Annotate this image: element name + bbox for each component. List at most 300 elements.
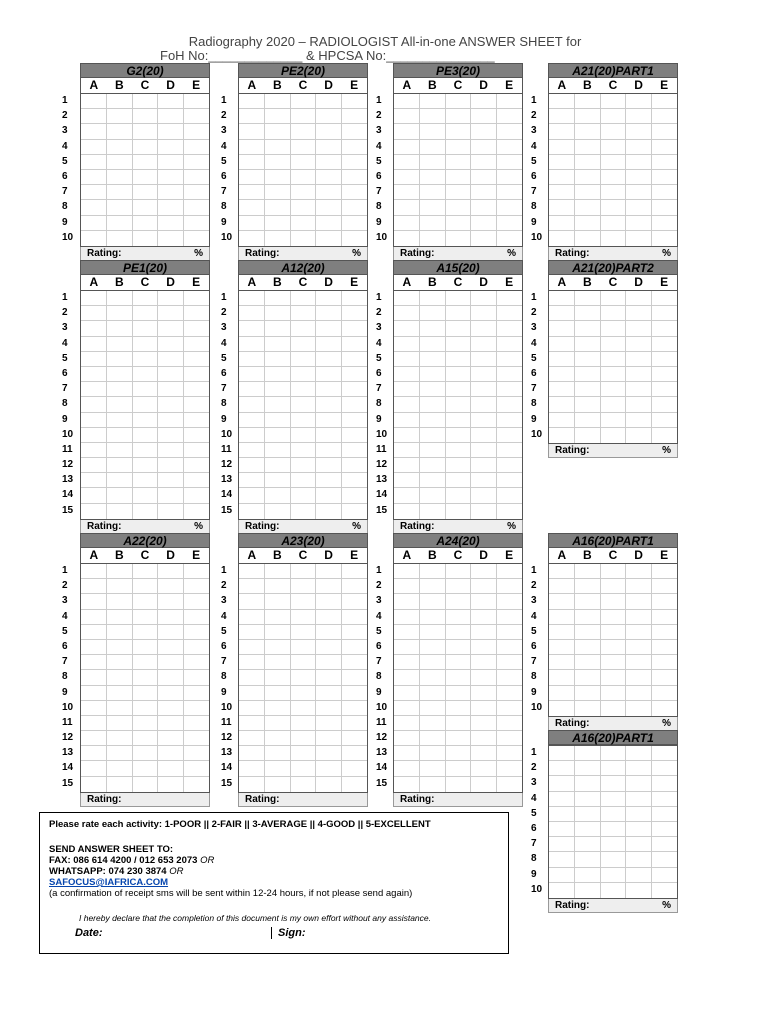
answer-cell[interactable] xyxy=(394,761,420,775)
answer-cell[interactable] xyxy=(549,701,575,716)
answer-cell[interactable] xyxy=(601,761,627,775)
answer-cell[interactable] xyxy=(549,883,575,898)
answer-cell[interactable] xyxy=(626,124,652,138)
answer-cell[interactable] xyxy=(158,473,184,487)
answer-cell[interactable] xyxy=(394,200,420,214)
answer-cell[interactable] xyxy=(342,337,367,351)
answer-cell[interactable] xyxy=(239,170,265,184)
answer-cell[interactable] xyxy=(291,777,317,792)
answer-cell[interactable] xyxy=(81,610,107,624)
answer-cell[interactable] xyxy=(601,883,627,898)
answer-cell[interactable] xyxy=(471,640,497,654)
rating-field[interactable] xyxy=(548,247,678,261)
answer-cell[interactable] xyxy=(446,321,472,335)
answer-cell[interactable] xyxy=(316,321,342,335)
answer-cell[interactable] xyxy=(420,488,446,502)
answer-cell[interactable] xyxy=(239,109,265,123)
answer-cell[interactable] xyxy=(446,579,472,593)
answer-cell[interactable] xyxy=(626,837,652,851)
answer-cell[interactable] xyxy=(575,807,601,821)
answer-cell[interactable] xyxy=(626,640,652,654)
answer-cell[interactable] xyxy=(575,776,601,790)
answer-cell[interactable] xyxy=(471,291,497,305)
answer-cell[interactable] xyxy=(316,746,342,760)
answer-cell[interactable] xyxy=(291,170,317,184)
answer-cell[interactable] xyxy=(158,564,184,578)
answer-cell[interactable] xyxy=(471,140,497,154)
answer-cell[interactable] xyxy=(575,610,601,624)
answer-cell[interactable] xyxy=(133,610,159,624)
answer-cell[interactable] xyxy=(652,216,677,230)
answer-cell[interactable] xyxy=(316,610,342,624)
answer-cell[interactable] xyxy=(471,200,497,214)
answer-cell[interactable] xyxy=(497,155,522,169)
answer-cell[interactable] xyxy=(184,731,209,745)
answer-cell[interactable] xyxy=(158,443,184,457)
answer-cell[interactable] xyxy=(265,686,291,700)
answer-cell[interactable] xyxy=(239,473,265,487)
answer-cell[interactable] xyxy=(652,670,677,684)
answer-cell[interactable] xyxy=(184,594,209,608)
answer-cell[interactable] xyxy=(239,458,265,472)
rating-field[interactable] xyxy=(393,247,523,261)
answer-cell[interactable] xyxy=(158,109,184,123)
answer-cell[interactable] xyxy=(291,443,317,457)
answer-cell[interactable] xyxy=(265,94,291,108)
answer-cell[interactable] xyxy=(420,306,446,320)
answer-cell[interactable] xyxy=(342,594,367,608)
answer-cell[interactable] xyxy=(394,94,420,108)
answer-cell[interactable] xyxy=(446,701,472,715)
answer-cell[interactable] xyxy=(601,155,627,169)
answer-cell[interactable] xyxy=(239,216,265,230)
answer-cell[interactable] xyxy=(394,140,420,154)
answer-cell[interactable] xyxy=(446,170,472,184)
answer-cell[interactable] xyxy=(394,155,420,169)
answer-cell[interactable] xyxy=(626,155,652,169)
answer-cell[interactable] xyxy=(420,458,446,472)
answer-cell[interactable] xyxy=(265,746,291,760)
answer-cell[interactable] xyxy=(239,731,265,745)
answer-cell[interactable] xyxy=(601,185,627,199)
answer-cell[interactable] xyxy=(394,716,420,730)
answer-cell[interactable] xyxy=(420,670,446,684)
answer-cell[interactable] xyxy=(342,716,367,730)
answer-cell[interactable] xyxy=(394,504,420,519)
answer-cell[interactable] xyxy=(342,625,367,639)
answer-cell[interactable] xyxy=(316,761,342,775)
answer-cell[interactable] xyxy=(107,321,133,335)
answer-cell[interactable] xyxy=(446,625,472,639)
answer-cell[interactable] xyxy=(184,321,209,335)
answer-cell[interactable] xyxy=(626,352,652,366)
answer-cell[interactable] xyxy=(497,352,522,366)
answer-cell[interactable] xyxy=(420,397,446,411)
answer-cell[interactable] xyxy=(394,564,420,578)
answer-cell[interactable] xyxy=(394,625,420,639)
answer-cell[interactable] xyxy=(342,701,367,715)
answer-cell[interactable] xyxy=(81,579,107,593)
answer-cell[interactable] xyxy=(549,807,575,821)
answer-cell[interactable] xyxy=(291,610,317,624)
answer-cell[interactable] xyxy=(342,109,367,123)
answer-cell[interactable] xyxy=(652,610,677,624)
answer-cell[interactable] xyxy=(184,761,209,775)
answer-cell[interactable] xyxy=(446,731,472,745)
answer-cell[interactable] xyxy=(601,397,627,411)
answer-cell[interactable] xyxy=(575,200,601,214)
answer-cell[interactable] xyxy=(471,185,497,199)
answer-cell[interactable] xyxy=(549,170,575,184)
answer-cell[interactable] xyxy=(316,488,342,502)
answer-cell[interactable] xyxy=(239,610,265,624)
answer-cell[interactable] xyxy=(652,852,677,866)
answer-cell[interactable] xyxy=(265,291,291,305)
answer-cell[interactable] xyxy=(158,94,184,108)
answer-cell[interactable] xyxy=(342,231,367,246)
answer-cell[interactable] xyxy=(394,413,420,427)
answer-cell[interactable] xyxy=(626,610,652,624)
answer-cell[interactable] xyxy=(394,746,420,760)
answer-cell[interactable] xyxy=(133,200,159,214)
answer-cell[interactable] xyxy=(420,428,446,442)
answer-cell[interactable] xyxy=(471,382,497,396)
answer-cell[interactable] xyxy=(316,337,342,351)
answer-cell[interactable] xyxy=(316,655,342,669)
answer-cell[interactable] xyxy=(133,367,159,381)
answer-cell[interactable] xyxy=(497,367,522,381)
answer-cell[interactable] xyxy=(239,488,265,502)
answer-cell[interactable] xyxy=(184,610,209,624)
answer-cell[interactable] xyxy=(107,140,133,154)
answer-cell[interactable] xyxy=(291,94,317,108)
answer-cell[interactable] xyxy=(158,504,184,519)
answer-cell[interactable] xyxy=(601,291,627,305)
answer-cell[interactable] xyxy=(549,640,575,654)
answer-cell[interactable] xyxy=(446,109,472,123)
answer-cell[interactable] xyxy=(626,170,652,184)
answer-cell[interactable] xyxy=(446,382,472,396)
answer-cell[interactable] xyxy=(549,564,575,578)
answer-cell[interactable] xyxy=(316,140,342,154)
answer-cell[interactable] xyxy=(158,610,184,624)
answer-cell[interactable] xyxy=(549,291,575,305)
answer-cell[interactable] xyxy=(652,792,677,806)
answer-cell[interactable] xyxy=(81,670,107,684)
answer-cell[interactable] xyxy=(394,231,420,246)
answer-cell[interactable] xyxy=(158,170,184,184)
answer-cell[interactable] xyxy=(420,564,446,578)
answer-cell[interactable] xyxy=(549,321,575,335)
answer-cell[interactable] xyxy=(133,337,159,351)
answer-cell[interactable] xyxy=(81,170,107,184)
answer-cell[interactable] xyxy=(342,352,367,366)
answer-cell[interactable] xyxy=(239,337,265,351)
answer-cell[interactable] xyxy=(107,291,133,305)
answer-cell[interactable] xyxy=(239,140,265,154)
answer-cell[interactable] xyxy=(394,655,420,669)
answer-cell[interactable] xyxy=(133,382,159,396)
answer-cell[interactable] xyxy=(497,231,522,246)
answer-cell[interactable] xyxy=(184,200,209,214)
answer-cell[interactable] xyxy=(471,731,497,745)
answer-cell[interactable] xyxy=(446,504,472,519)
answer-cell[interactable] xyxy=(626,94,652,108)
answer-cell[interactable] xyxy=(652,413,677,427)
answer-cell[interactable] xyxy=(575,701,601,716)
answer-cell[interactable] xyxy=(291,109,317,123)
answer-cell[interactable] xyxy=(575,655,601,669)
answer-cell[interactable] xyxy=(652,837,677,851)
answer-cell[interactable] xyxy=(316,443,342,457)
answer-cell[interactable] xyxy=(107,231,133,246)
answer-cell[interactable] xyxy=(394,124,420,138)
answer-cell[interactable] xyxy=(265,216,291,230)
answer-cell[interactable] xyxy=(184,170,209,184)
answer-cell[interactable] xyxy=(575,367,601,381)
answer-cell[interactable] xyxy=(133,473,159,487)
answer-cell[interactable] xyxy=(158,625,184,639)
answer-cell[interactable] xyxy=(107,701,133,715)
answer-cell[interactable] xyxy=(184,382,209,396)
answer-cell[interactable] xyxy=(81,291,107,305)
answer-cell[interactable] xyxy=(471,716,497,730)
answer-cell[interactable] xyxy=(601,170,627,184)
answer-cell[interactable] xyxy=(394,731,420,745)
answer-cell[interactable] xyxy=(133,777,159,792)
answer-cell[interactable] xyxy=(81,413,107,427)
answer-cell[interactable] xyxy=(497,124,522,138)
answer-cell[interactable] xyxy=(158,670,184,684)
answer-cell[interactable] xyxy=(133,352,159,366)
answer-cell[interactable] xyxy=(626,761,652,775)
answer-cell[interactable] xyxy=(446,140,472,154)
answer-cell[interactable] xyxy=(626,140,652,154)
answer-cell[interactable] xyxy=(471,610,497,624)
answer-cell[interactable] xyxy=(316,200,342,214)
answer-cell[interactable] xyxy=(549,686,575,700)
answer-cell[interactable] xyxy=(316,413,342,427)
answer-cell[interactable] xyxy=(342,488,367,502)
answer-cell[interactable] xyxy=(291,488,317,502)
answer-cell[interactable] xyxy=(575,564,601,578)
answer-cell[interactable] xyxy=(549,579,575,593)
answer-cell[interactable] xyxy=(497,413,522,427)
answer-cell[interactable] xyxy=(158,200,184,214)
answer-cell[interactable] xyxy=(239,686,265,700)
answer-cell[interactable] xyxy=(575,109,601,123)
answer-cell[interactable] xyxy=(394,777,420,792)
answer-cell[interactable] xyxy=(133,124,159,138)
answer-cell[interactable] xyxy=(265,716,291,730)
answer-cell[interactable] xyxy=(107,428,133,442)
answer-cell[interactable] xyxy=(133,458,159,472)
answer-cell[interactable] xyxy=(394,458,420,472)
answer-cell[interactable] xyxy=(549,94,575,108)
answer-cell[interactable] xyxy=(342,655,367,669)
answer-cell[interactable] xyxy=(81,140,107,154)
answer-cell[interactable] xyxy=(265,761,291,775)
answer-cell[interactable] xyxy=(316,686,342,700)
answer-cell[interactable] xyxy=(342,579,367,593)
answer-cell[interactable] xyxy=(575,670,601,684)
answer-cell[interactable] xyxy=(291,367,317,381)
answer-cell[interactable] xyxy=(549,746,575,760)
answer-cell[interactable] xyxy=(601,655,627,669)
rating-field[interactable] xyxy=(80,247,210,261)
answer-cell[interactable] xyxy=(626,413,652,427)
answer-cell[interactable] xyxy=(497,761,522,775)
answer-cell[interactable] xyxy=(549,428,575,443)
answer-cell[interactable] xyxy=(342,610,367,624)
answer-cell[interactable] xyxy=(626,776,652,790)
answer-cell[interactable] xyxy=(158,746,184,760)
answer-cell[interactable] xyxy=(107,170,133,184)
answer-cell[interactable] xyxy=(394,321,420,335)
answer-cell[interactable] xyxy=(133,140,159,154)
answer-cell[interactable] xyxy=(626,792,652,806)
answer-cell[interactable] xyxy=(601,594,627,608)
answer-cell[interactable] xyxy=(133,655,159,669)
answer-cell[interactable] xyxy=(81,458,107,472)
answer-cell[interactable] xyxy=(316,428,342,442)
answer-cell[interactable] xyxy=(601,837,627,851)
answer-cell[interactable] xyxy=(184,473,209,487)
answer-cell[interactable] xyxy=(420,413,446,427)
answer-cell[interactable] xyxy=(420,200,446,214)
answer-cell[interactable] xyxy=(291,291,317,305)
answer-cell[interactable] xyxy=(342,731,367,745)
answer-cell[interactable] xyxy=(184,124,209,138)
answer-cell[interactable] xyxy=(265,124,291,138)
answer-cell[interactable] xyxy=(652,807,677,821)
answer-cell[interactable] xyxy=(184,291,209,305)
answer-cell[interactable] xyxy=(342,170,367,184)
answer-cell[interactable] xyxy=(471,397,497,411)
answer-cell[interactable] xyxy=(394,488,420,502)
answer-cell[interactable] xyxy=(316,473,342,487)
answer-cell[interactable] xyxy=(652,428,677,443)
answer-cell[interactable] xyxy=(107,200,133,214)
answer-cell[interactable] xyxy=(158,337,184,351)
answer-cell[interactable] xyxy=(394,109,420,123)
rating-field[interactable] xyxy=(548,444,678,458)
answer-cell[interactable] xyxy=(497,458,522,472)
answer-cell[interactable] xyxy=(133,701,159,715)
answer-cell[interactable] xyxy=(239,231,265,246)
answer-cell[interactable] xyxy=(471,352,497,366)
answer-cell[interactable] xyxy=(601,746,627,760)
answer-cell[interactable] xyxy=(291,352,317,366)
answer-cell[interactable] xyxy=(446,594,472,608)
answer-cell[interactable] xyxy=(133,716,159,730)
answer-cell[interactable] xyxy=(420,504,446,519)
answer-cell[interactable] xyxy=(549,655,575,669)
answer-cell[interactable] xyxy=(265,579,291,593)
answer-cell[interactable] xyxy=(575,594,601,608)
answer-cell[interactable] xyxy=(291,594,317,608)
answer-cell[interactable] xyxy=(158,428,184,442)
answer-cell[interactable] xyxy=(394,170,420,184)
answer-cell[interactable] xyxy=(316,640,342,654)
answer-cell[interactable] xyxy=(81,746,107,760)
answer-cell[interactable] xyxy=(497,504,522,519)
answer-cell[interactable] xyxy=(107,579,133,593)
answer-cell[interactable] xyxy=(81,200,107,214)
answer-cell[interactable] xyxy=(420,579,446,593)
answer-cell[interactable] xyxy=(549,185,575,199)
answer-cell[interactable] xyxy=(420,701,446,715)
answer-cell[interactable] xyxy=(394,594,420,608)
answer-cell[interactable] xyxy=(239,443,265,457)
answer-cell[interactable] xyxy=(601,216,627,230)
answer-cell[interactable] xyxy=(133,594,159,608)
answer-cell[interactable] xyxy=(549,352,575,366)
answer-cell[interactable] xyxy=(626,382,652,396)
answer-cell[interactable] xyxy=(471,109,497,123)
answer-cell[interactable] xyxy=(239,321,265,335)
answer-cell[interactable] xyxy=(81,701,107,715)
answer-cell[interactable] xyxy=(446,670,472,684)
answer-cell[interactable] xyxy=(446,458,472,472)
answer-cell[interactable] xyxy=(291,640,317,654)
answer-cell[interactable] xyxy=(291,625,317,639)
answer-cell[interactable] xyxy=(316,306,342,320)
answer-cell[interactable] xyxy=(291,428,317,442)
answer-cell[interactable] xyxy=(652,94,677,108)
answer-cell[interactable] xyxy=(107,352,133,366)
answer-cell[interactable] xyxy=(158,306,184,320)
answer-cell[interactable] xyxy=(394,291,420,305)
answer-cell[interactable] xyxy=(549,776,575,790)
answer-cell[interactable] xyxy=(549,109,575,123)
answer-cell[interactable] xyxy=(239,155,265,169)
answer-cell[interactable] xyxy=(239,655,265,669)
answer-cell[interactable] xyxy=(81,124,107,138)
answer-cell[interactable] xyxy=(575,397,601,411)
answer-cell[interactable] xyxy=(394,306,420,320)
rating-field[interactable] xyxy=(548,717,678,731)
answer-cell[interactable] xyxy=(107,337,133,351)
answer-cell[interactable] xyxy=(158,731,184,745)
answer-cell[interactable] xyxy=(291,746,317,760)
answer-cell[interactable] xyxy=(497,306,522,320)
answer-cell[interactable] xyxy=(497,382,522,396)
answer-cell[interactable] xyxy=(549,670,575,684)
answer-cell[interactable] xyxy=(497,443,522,457)
answer-cell[interactable] xyxy=(575,337,601,351)
answer-cell[interactable] xyxy=(446,564,472,578)
answer-cell[interactable] xyxy=(81,473,107,487)
answer-cell[interactable] xyxy=(133,231,159,246)
answer-cell[interactable] xyxy=(107,382,133,396)
answer-cell[interactable] xyxy=(601,868,627,882)
answer-cell[interactable] xyxy=(652,868,677,882)
answer-cell[interactable] xyxy=(497,291,522,305)
answer-cell[interactable] xyxy=(342,564,367,578)
answer-cell[interactable] xyxy=(420,140,446,154)
email-link[interactable]: SAFOCUS@IAFRICA.COM xyxy=(49,877,169,888)
answer-cell[interactable] xyxy=(265,594,291,608)
answer-cell[interactable] xyxy=(626,306,652,320)
answer-cell[interactable] xyxy=(342,291,367,305)
answer-cell[interactable] xyxy=(133,397,159,411)
answer-cell[interactable] xyxy=(626,185,652,199)
answer-cell[interactable] xyxy=(601,382,627,396)
answer-cell[interactable] xyxy=(626,655,652,669)
answer-cell[interactable] xyxy=(446,200,472,214)
answer-cell[interactable] xyxy=(291,504,317,519)
